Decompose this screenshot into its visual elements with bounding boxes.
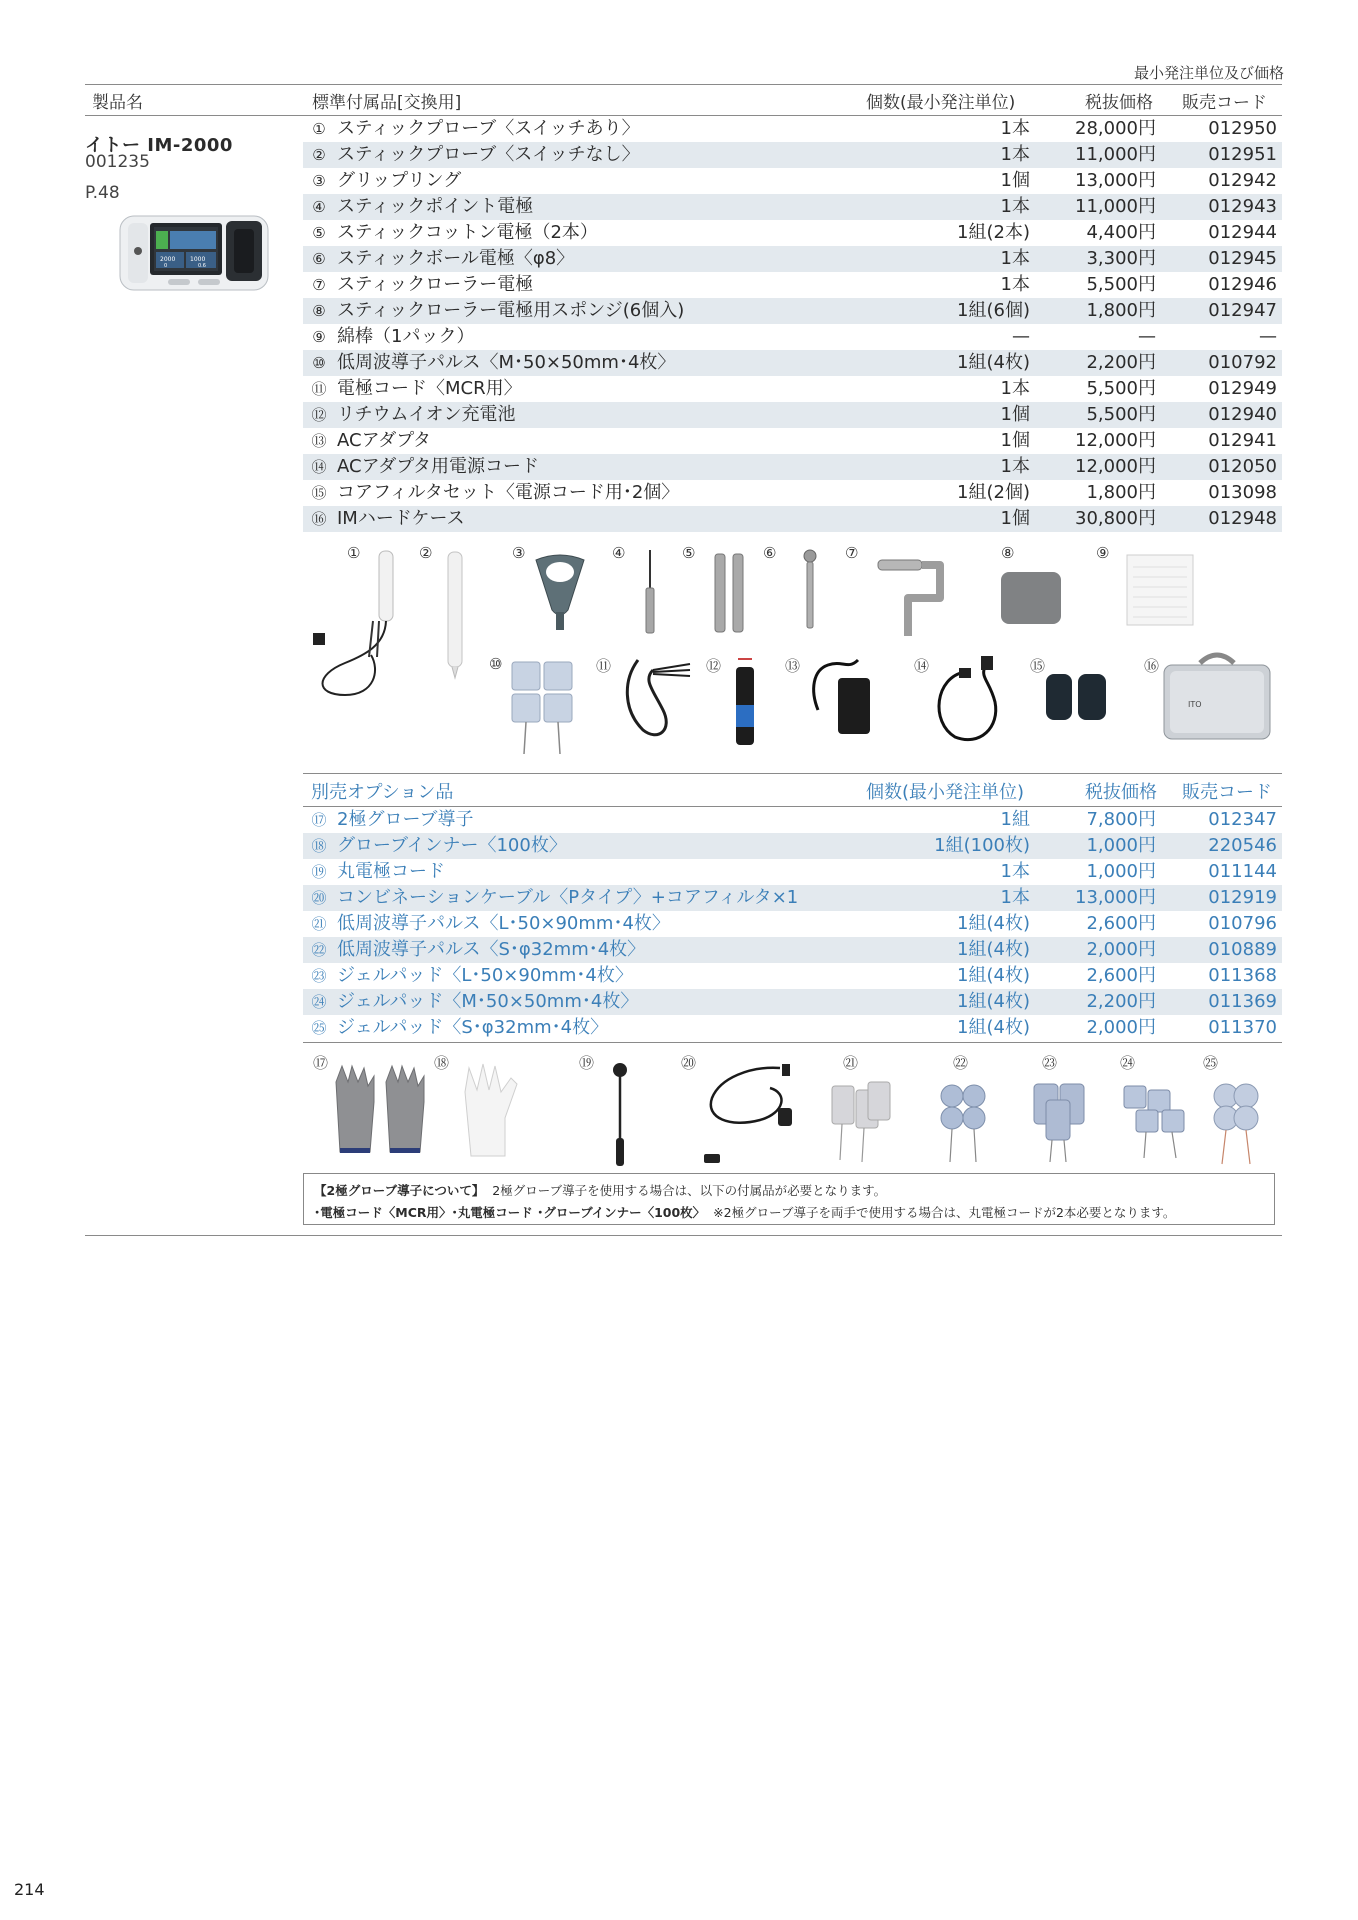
image-label: ⑮: [1030, 657, 1046, 675]
item-price: 5,500円: [1086, 274, 1156, 295]
image-label: ①: [347, 544, 361, 562]
item-number: ⑲: [311, 863, 327, 881]
item-name: スティックローラー電極用スポンジ(6個入): [337, 300, 685, 321]
power-cord-image: [925, 652, 1010, 747]
table-row: [303, 402, 1282, 428]
image-label: ⑦: [845, 544, 859, 562]
item-price: 2,000円: [1086, 939, 1156, 960]
options-column-price: 税抜価格: [1085, 782, 1157, 803]
item-number: ⑧: [312, 302, 326, 320]
item-number: ㉔: [311, 993, 327, 1011]
ac-adapter-image: [808, 650, 878, 740]
item-quantity: 1組(2個): [957, 482, 1030, 503]
table-row: [303, 194, 1282, 220]
item-quantity: 1組(6個): [957, 300, 1030, 321]
column-accessories: 標準付属品[交換用]: [312, 93, 462, 113]
item-number: ⑤: [312, 224, 326, 242]
table-row: [303, 963, 1282, 989]
item-number: ⑯: [311, 510, 327, 528]
item-number: ⑳: [311, 889, 327, 907]
item-code: 012347: [1208, 809, 1277, 830]
item-quantity: 1本: [1000, 887, 1030, 908]
item-code: 012948: [1208, 508, 1277, 529]
item-number: ⑦: [312, 276, 326, 294]
stick-roller-electrode-image: [870, 548, 955, 638]
item-number: ⑱: [311, 837, 327, 855]
gel-pad-l-image: [1030, 1080, 1090, 1165]
item-code: 010796: [1208, 913, 1277, 934]
image-label: ⑤: [682, 544, 696, 562]
item-quantity: 1本: [1000, 456, 1030, 477]
item-name: 低周波導子パルス〈M･50×50mm･4枚〉: [337, 352, 676, 373]
item-price: 12,000円: [1075, 430, 1156, 451]
notice-note: ※2極グローブ導子を両手で使用する場合は、丸電極コードが2本必要となります。: [713, 1205, 1176, 1220]
gel-pad-m-image: [1120, 1082, 1192, 1162]
item-name: ACアダプタ用電源コード: [337, 456, 540, 477]
item-code: 011368: [1208, 965, 1277, 986]
combination-cable-image: [700, 1058, 800, 1166]
item-price: 1,000円: [1086, 835, 1156, 856]
item-name: 電極コード〈MCR用〉: [337, 378, 522, 399]
item-number: ⑰: [311, 811, 327, 829]
item-price: 13,000円: [1075, 887, 1156, 908]
image-label: ㉕: [1203, 1054, 1219, 1072]
table-row: [303, 350, 1282, 376]
price-header-note: 最小発注単位及び価格: [1133, 64, 1284, 82]
gel-pad-s-image: [1210, 1080, 1262, 1166]
item-code: 012940: [1208, 404, 1277, 425]
item-quantity: 1組(2本): [957, 222, 1030, 243]
battery-image: [730, 655, 760, 750]
item-name: 丸電極コード: [337, 861, 445, 882]
item-name: スティックプローブ〈スイッチあり〉: [337, 118, 640, 139]
item-number: ⑥: [312, 250, 326, 268]
pulse-pad-s-image: [938, 1082, 990, 1164]
image-label: ⑫: [706, 657, 722, 675]
image-label: ㉔: [1120, 1054, 1136, 1072]
cotton-swab-pack-image: [1125, 553, 1195, 627]
svg-text:1000: 1000: [190, 256, 206, 263]
image-label: ⑭: [914, 657, 930, 675]
item-price: —: [1138, 326, 1156, 347]
image-label: ⑯: [1144, 657, 1160, 675]
item-quantity: 1組(4枚): [957, 913, 1030, 934]
table-row: [303, 937, 1282, 963]
item-quantity: 1本: [1000, 274, 1030, 295]
item-price: 11,000円: [1075, 144, 1156, 165]
pulse-pad-m-image: [508, 658, 580, 758]
item-price: 5,500円: [1086, 404, 1156, 425]
item-code: 012951: [1208, 144, 1277, 165]
item-code: 010792: [1208, 352, 1277, 373]
item-code: 011370: [1208, 1017, 1277, 1038]
round-electrode-cord-image: [608, 1060, 632, 1170]
page-number: 214: [14, 1880, 45, 1899]
item-price: 4,400円: [1086, 222, 1156, 243]
item-code: 012947: [1208, 300, 1277, 321]
item-name: グローブインナー〈100枚〉: [337, 835, 567, 856]
image-label: ㉓: [1042, 1054, 1058, 1072]
item-code: 012949: [1208, 378, 1277, 399]
table-row: [303, 428, 1282, 454]
item-price: 2,000円: [1086, 1017, 1156, 1038]
section-bottom-rule: [85, 1235, 1282, 1236]
stick-cotton-electrode-image: [712, 552, 746, 634]
item-code: 013098: [1208, 482, 1277, 503]
pulse-pad-l-image: [828, 1080, 898, 1165]
product-code: 001235: [85, 152, 150, 172]
item-code: 012945: [1208, 248, 1277, 269]
item-code: —: [1259, 326, 1277, 347]
notice-box: [303, 1173, 1275, 1225]
item-quantity: 1本: [1000, 861, 1030, 882]
item-price: 11,000円: [1075, 196, 1156, 217]
item-quantity: 1本: [1000, 144, 1030, 165]
item-code: 012941: [1208, 430, 1277, 451]
table-row: [303, 989, 1282, 1015]
image-label: ⑬: [785, 657, 801, 675]
item-price: 1,000円: [1086, 861, 1156, 882]
item-number: ⑮: [311, 484, 327, 502]
options-table: [303, 807, 1282, 1041]
notice-title: 【2極グローブ導子について】: [314, 1183, 485, 1198]
item-code: 012050: [1208, 456, 1277, 477]
table-row: [303, 1015, 1282, 1041]
core-filter-image: [1042, 668, 1112, 728]
grip-ring-image: [530, 550, 590, 635]
item-name: ジェルパッド〈M･50×50mm･4枚〉: [337, 991, 639, 1012]
image-label: ④: [612, 544, 626, 562]
item-price: 30,800円: [1075, 508, 1156, 529]
item-number: ⑭: [311, 458, 327, 476]
item-number: ③: [312, 172, 326, 190]
item-quantity: 1組: [1000, 809, 1030, 830]
image-label: ⑥: [763, 544, 777, 562]
item-number: ㉕: [311, 1019, 327, 1037]
item-price: 1,800円: [1086, 300, 1156, 321]
image-label: ⑲: [579, 1054, 595, 1072]
item-price: 13,000円: [1075, 170, 1156, 191]
item-quantity: 1組(4枚): [957, 352, 1030, 373]
stick-probe-switch-image: [305, 545, 415, 705]
image-label: ⑱: [434, 1054, 450, 1072]
image-label: ㉒: [953, 1054, 969, 1072]
item-price: 7,800円: [1086, 809, 1156, 830]
image-label: ⑪: [596, 657, 612, 675]
options-top-rule: [303, 773, 1282, 774]
item-number: ⑩: [312, 354, 326, 372]
glove-inner-image: [455, 1062, 530, 1162]
item-number: ④: [312, 198, 326, 216]
item-name: 綿棒（1パック）: [337, 326, 475, 347]
item-quantity: 1本: [1000, 196, 1030, 217]
item-quantity: 1個: [1000, 508, 1030, 529]
hard-case-image: [1160, 645, 1275, 745]
table-row: [303, 168, 1282, 194]
item-code: 012942: [1208, 170, 1277, 191]
header-top-rule: [85, 84, 1282, 85]
options-column-qty: 個数(最小発注単位): [866, 782, 1025, 803]
table-row: [303, 885, 1282, 911]
item-number: ⑬: [311, 432, 327, 450]
item-number: ㉓: [311, 967, 327, 985]
product-name: イトー IM-2000: [85, 135, 233, 156]
table-row: [303, 246, 1282, 272]
item-price: 2,600円: [1086, 965, 1156, 986]
item-code: 012950: [1208, 118, 1277, 139]
item-code: 010889: [1208, 939, 1277, 960]
item-code: 011144: [1208, 861, 1277, 882]
item-name: スティックコットン電極（2本）: [337, 222, 598, 243]
item-quantity: 1組(100枚): [934, 835, 1030, 856]
item-name: ジェルパッド〈S･φ32mm･4枚〉: [337, 1017, 609, 1038]
item-code: 220546: [1208, 835, 1277, 856]
column-code: 販売コード: [1182, 93, 1267, 113]
image-label: ㉑: [843, 1054, 859, 1072]
item-name: ジェルパッド〈L･50×90mm･4枚〉: [337, 965, 633, 986]
item-number: ㉒: [311, 941, 327, 959]
item-quantity: —: [1012, 326, 1030, 347]
table-row: [303, 324, 1282, 350]
item-quantity: 1本: [1000, 118, 1030, 139]
item-code: 011369: [1208, 991, 1277, 1012]
image-label: ③: [512, 544, 526, 562]
item-quantity: 1組(4枚): [957, 991, 1030, 1012]
item-price: 3,300円: [1086, 248, 1156, 269]
column-product: 製品名: [92, 93, 143, 113]
item-quantity: 1個: [1000, 430, 1030, 451]
image-label: ⑧: [1001, 544, 1015, 562]
stick-ball-electrode-image: [800, 548, 820, 630]
image-label: ②: [419, 544, 433, 562]
notice-line: 2極グローブ導子を使用する場合は、以下の付属品が必要となります。: [492, 1183, 887, 1198]
item-name: コンビネーションケーブル〈Pタイプ〉+コアフィルタ×1: [337, 887, 799, 908]
table-row: [303, 454, 1282, 480]
item-name: スティックポイント電極: [337, 196, 534, 217]
item-price: 2,200円: [1086, 352, 1156, 373]
table-row: [303, 116, 1282, 142]
item-number: ⑫: [311, 406, 327, 424]
sponge-image: [995, 568, 1067, 628]
item-number: ⑨: [312, 328, 326, 346]
item-code: 012944: [1208, 222, 1277, 243]
item-price: 5,500円: [1086, 378, 1156, 399]
item-code: 012946: [1208, 274, 1277, 295]
item-number: ②: [312, 146, 326, 164]
stick-probe-image: [440, 550, 470, 680]
notice-items: ･電極コード〈MCR用〉･丸電極コード ･グローブインナー〈100枚〉: [314, 1205, 706, 1220]
table-row: [303, 911, 1282, 937]
item-name: 低周波導子パルス〈L･50×90mm･4枚〉: [337, 913, 670, 934]
product-page-ref: P.48: [85, 183, 120, 203]
svg-text:ITO: ITO: [1188, 700, 1202, 709]
item-quantity: 1個: [1000, 404, 1030, 425]
item-number: ①: [312, 120, 326, 138]
standard-accessories-table: [303, 116, 1282, 532]
options-column-code: 販売コード: [1182, 782, 1272, 803]
table-row: [303, 272, 1282, 298]
item-name: 2極グローブ導子: [337, 809, 474, 830]
item-name: リチウムイオン充電池: [337, 404, 516, 425]
item-name: ACアダプタ: [337, 430, 432, 451]
item-code: 012919: [1208, 887, 1277, 908]
item-number: ⑪: [311, 380, 327, 398]
image-label: ⑨: [1096, 544, 1110, 562]
item-name: スティックボール電極〈φ8〉: [337, 248, 575, 269]
table-row: [303, 807, 1282, 833]
table-row: [303, 859, 1282, 885]
item-quantity: 1組(4枚): [957, 965, 1030, 986]
column-price: 税抜価格: [1085, 93, 1153, 113]
item-name: コアフィルタセット〈電源コード用･2個〉: [337, 482, 680, 503]
item-name: IMハードケース: [337, 508, 465, 529]
glove-electrode-image: [330, 1062, 430, 1162]
item-price: 28,000円: [1075, 118, 1156, 139]
column-qty: 個数(最小発注単位): [866, 93, 1016, 113]
table-row: [303, 220, 1282, 246]
svg-text:2000: 2000: [160, 256, 176, 263]
item-price: 2,200円: [1086, 991, 1156, 1012]
table-row: [303, 376, 1282, 402]
options-bottom-rule: [303, 1042, 1282, 1043]
item-name: スティックローラー電極: [337, 274, 534, 295]
item-name: 低周波導子パルス〈S･φ32mm･4枚〉: [337, 939, 646, 960]
table-row: [303, 298, 1282, 324]
item-quantity: 1本: [1000, 378, 1030, 399]
item-name: スティックプローブ〈スイッチなし〉: [337, 144, 640, 165]
item-quantity: 1個: [1000, 170, 1030, 191]
item-quantity: 1組(4枚): [957, 1017, 1030, 1038]
item-price: 1,800円: [1086, 482, 1156, 503]
table-row: [303, 480, 1282, 506]
stick-point-electrode-image: [640, 548, 660, 638]
options-title: 別売オプション品: [311, 782, 454, 803]
item-name: グリップリング: [337, 170, 462, 191]
electrode-cord-image: [618, 650, 698, 745]
image-label: ⑩: [489, 655, 503, 673]
item-price: 2,600円: [1086, 913, 1156, 934]
image-label: ⑰: [313, 1054, 329, 1072]
item-price: 12,000円: [1075, 456, 1156, 477]
table-row: [303, 833, 1282, 859]
item-quantity: 1本: [1000, 248, 1030, 269]
item-quantity: 1組(4枚): [957, 939, 1030, 960]
svg-text:0: 0: [164, 263, 168, 269]
item-code: 012943: [1208, 196, 1277, 217]
item-number: ㉑: [311, 915, 327, 933]
table-row: [303, 506, 1282, 532]
device-image: [118, 213, 270, 295]
table-row: [303, 142, 1282, 168]
image-label: ⑳: [681, 1054, 697, 1072]
svg-text:0.6: 0.6: [198, 263, 206, 269]
